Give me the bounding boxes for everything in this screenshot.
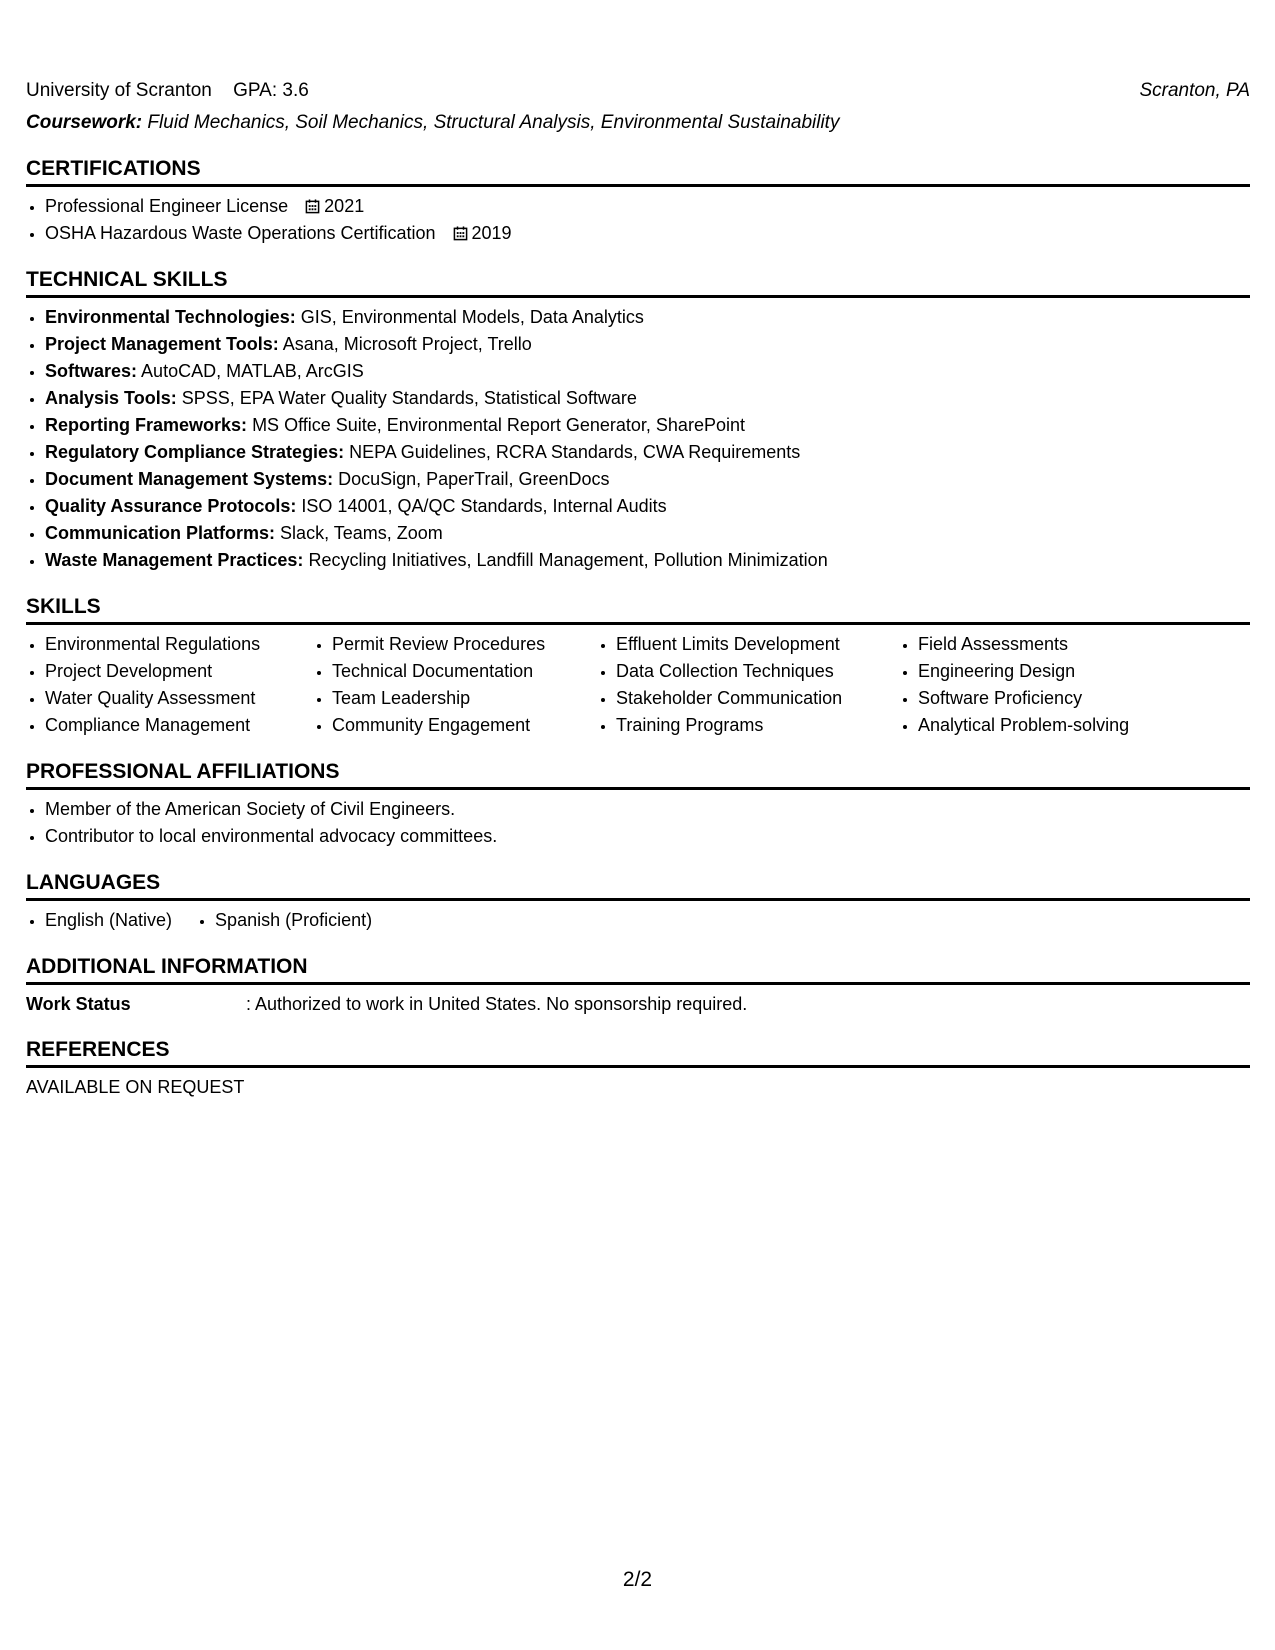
skills-grid	[26, 631, 1250, 739]
section-title: REFERENCES	[26, 1037, 1250, 1068]
list-item: • Compliance Management	[45, 712, 313, 739]
skills-column	[26, 631, 313, 739]
skills-column	[313, 631, 597, 739]
school-name: University of Scranton	[26, 80, 212, 101]
skill-values: DocuSign, PaperTrail, GreenDocs	[338, 469, 610, 489]
languages-section	[26, 870, 1250, 934]
education-section	[26, 78, 1250, 136]
skill-category: Reporting Frameworks:	[45, 415, 248, 435]
references-text: AVAILABLE ON REQUEST	[26, 1077, 245, 1097]
skill-category: Document Management Systems:	[45, 469, 334, 489]
technical-skills-section	[26, 267, 1250, 574]
calendar-icon	[453, 226, 468, 241]
list-item	[45, 439, 1250, 466]
list-item	[45, 220, 1250, 247]
skill-values: AutoCAD, MATLAB, ArcGIS	[141, 361, 364, 381]
list-item	[45, 520, 1250, 547]
skill-values: GIS, Environmental Models, Data Analytics	[300, 307, 644, 327]
list-item: • Community Engagement	[332, 712, 597, 739]
list-item: • Environmental Regulations	[45, 631, 313, 658]
skill-category: Waste Management Practices:	[45, 550, 304, 570]
list-item	[45, 358, 1250, 385]
coursework-list: Fluid Mechanics, Soil Mechanics, Structural Analysis, Environmental Sustainability	[147, 112, 840, 133]
skills-section	[26, 594, 1250, 739]
affiliations-section	[26, 759, 1250, 850]
school-location: Scranton, PA	[1139, 80, 1250, 101]
section-title: ADDITIONAL INFORMATION	[26, 954, 1250, 985]
list-item: • Member of the American Society of Civil Engineers.	[45, 796, 1250, 823]
certifications-section	[26, 156, 1250, 247]
list-item	[45, 412, 1250, 439]
resume-page	[26, 78, 1250, 1100]
list-item: • Software Proficiency	[918, 685, 1178, 712]
skill-category: Environmental Technologies:	[45, 307, 296, 327]
skills-column	[899, 631, 1178, 739]
page-number: 2/2	[622, 1568, 653, 1591]
skill-category: Project Management Tools:	[45, 334, 279, 354]
skill-values: ISO 14001, QA/QC Standards, Internal Audits	[301, 496, 667, 516]
certification-name: Professional Engineer License	[45, 196, 289, 216]
skill-values: NEPA Guidelines, RCRA Standards, CWA Requirements	[349, 442, 801, 462]
list-item: • Effluent Limits Development	[616, 631, 899, 658]
skill-values: Asana, Microsoft Project, Trello	[282, 334, 532, 354]
section-title: PROFESSIONAL AFFILIATIONS	[26, 759, 1250, 790]
list-item	[45, 547, 1250, 574]
skill-category: Communication Platforms:	[45, 523, 276, 543]
list-item: • Project Development	[45, 658, 313, 685]
list-item: • Stakeholder Communication	[616, 685, 899, 712]
list-item: • Analytical Problem-solving	[918, 712, 1178, 739]
languages-list	[26, 907, 1250, 934]
list-item: • English (Native)	[45, 907, 172, 934]
certification-year: 2019	[471, 223, 512, 243]
education-row	[26, 78, 1250, 104]
skills-column	[597, 631, 899, 739]
certification-year: 2021	[324, 196, 365, 216]
list-item: • Data Collection Techniques	[616, 658, 899, 685]
list-item	[45, 493, 1250, 520]
list-item: • Contributor to local environmental advocacy committees.	[45, 823, 1250, 850]
list-item: • Training Programs	[616, 712, 899, 739]
list-item: • Permit Review Procedures	[332, 631, 597, 658]
affiliations-list	[26, 796, 1250, 850]
skill-values: SPSS, EPA Water Quality Standards, Statistical Software	[181, 388, 637, 408]
skill-category: Softwares:	[45, 361, 138, 381]
list-item	[45, 385, 1250, 412]
list-item: • Spanish (Proficient)	[215, 907, 372, 934]
coursework-label: Coursework:	[26, 112, 143, 133]
skill-category: Regulatory Compliance Strategies:	[45, 442, 345, 462]
skill-category: Analysis Tools:	[45, 388, 177, 408]
coursework	[26, 110, 1250, 136]
certifications-list	[26, 193, 1250, 247]
gpa: GPA: 3.6	[233, 80, 309, 101]
list-item: • Field Assessments	[918, 631, 1178, 658]
technical-skills-list	[26, 304, 1250, 574]
list-item	[45, 193, 1250, 220]
section-title: CERTIFICATIONS	[26, 156, 1250, 187]
section-title: SKILLS	[26, 594, 1250, 625]
list-item: • Engineering Design	[918, 658, 1178, 685]
list-item	[45, 466, 1250, 493]
work-status-value: : Authorized to work in United States. No sponsorship required.	[246, 994, 748, 1014]
certification-name: OSHA Hazardous Waste Operations Certification	[45, 223, 436, 243]
section-title: LANGUAGES	[26, 870, 1250, 901]
list-item	[45, 304, 1250, 331]
work-status-label: Work Status	[26, 994, 131, 1014]
section-title: TECHNICAL SKILLS	[26, 267, 1250, 298]
references-section	[26, 1037, 1250, 1100]
skill-values: Slack, Teams, Zoom	[280, 523, 443, 543]
calendar-icon	[305, 199, 320, 214]
list-item: • Team Leadership	[332, 685, 597, 712]
list-item	[45, 331, 1250, 358]
skill-category: Quality Assurance Protocols:	[45, 496, 297, 516]
work-status-row	[26, 991, 1250, 1017]
skill-values: MS Office Suite, Environmental Report Generator, SharePoint	[252, 415, 745, 435]
skill-values: Recycling Initiatives, Landfill Management, Pollution Minimization	[308, 550, 828, 570]
list-item: • Technical Documentation	[332, 658, 597, 685]
additional-info-section	[26, 954, 1250, 1017]
list-item: • Water Quality Assessment	[45, 685, 313, 712]
